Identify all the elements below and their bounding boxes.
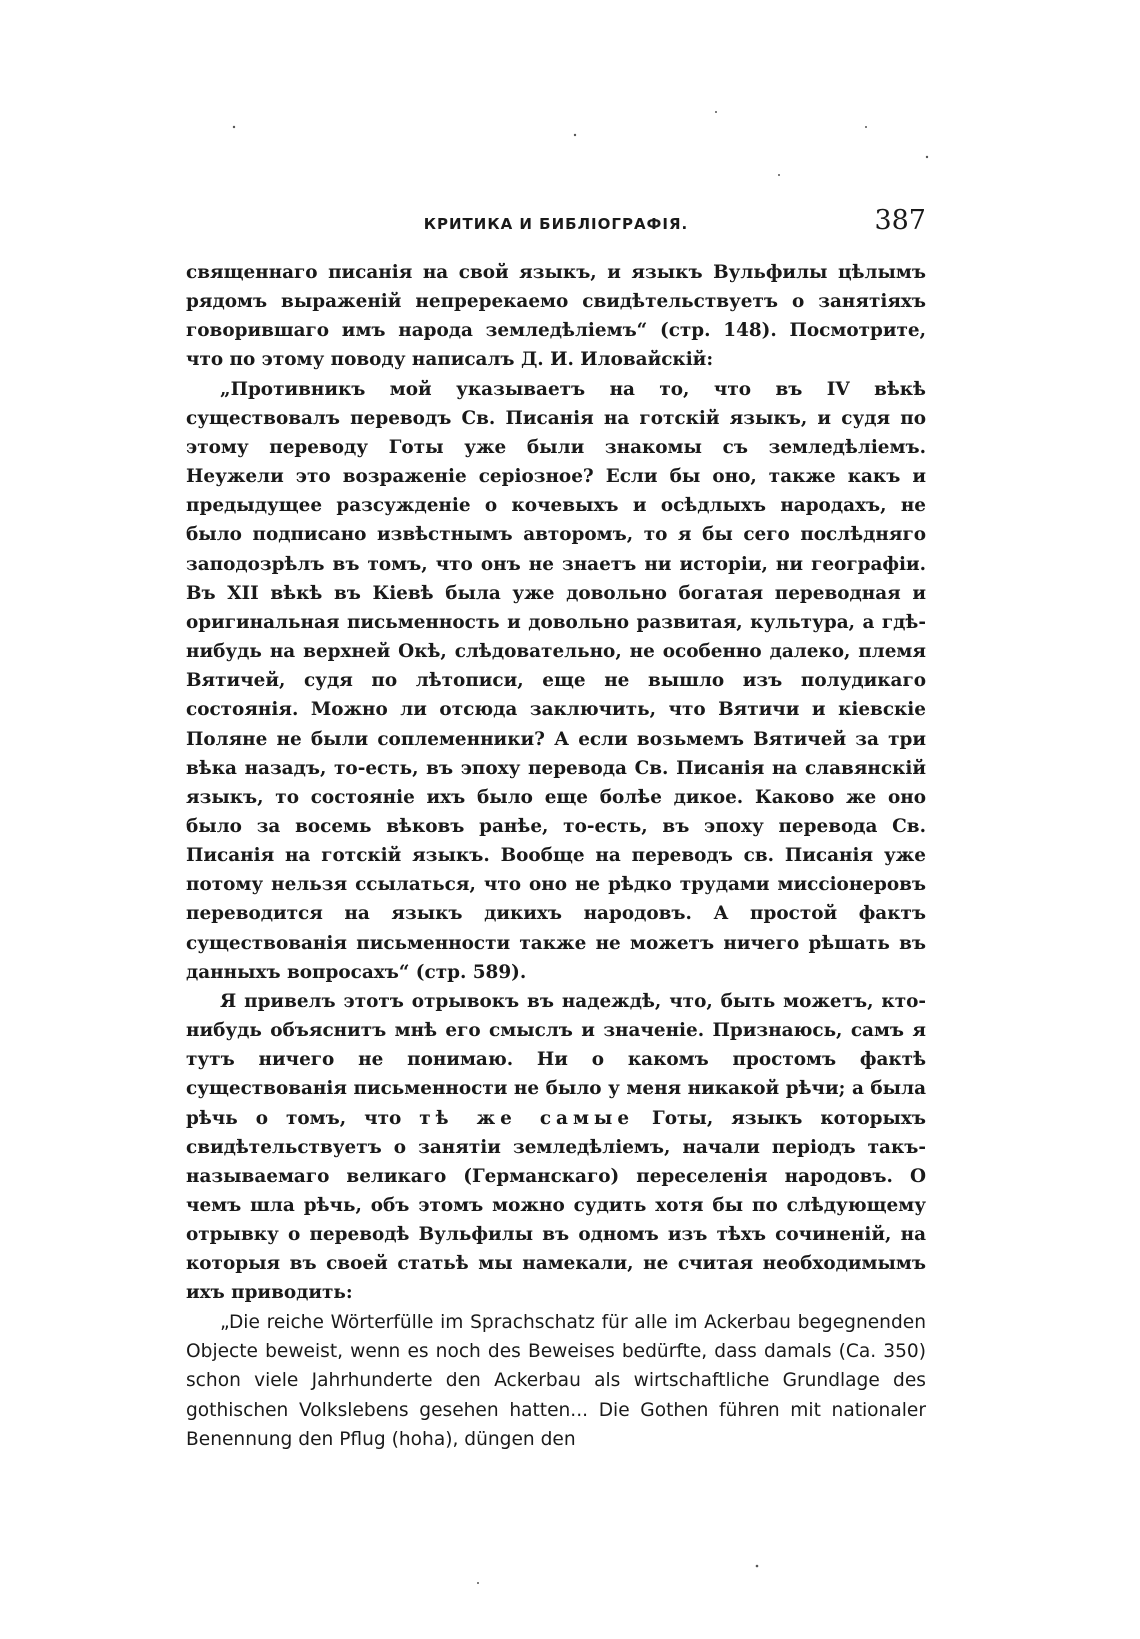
paragraph-3-text-a: Я привелъ этотъ отрывокъ въ надеждѣ, что, быть можетъ, кто-нибудь объяснитъ мнѣ его смыслъ и значеніе. Признаюсь, самъ я тутъ ничего не понимаю. Ни о какомъ простомъ фактѣ существованія письменности не было у меня никакой рѣчи; а была рѣчь о томъ, что [186, 990, 926, 1129]
body-text [186, 258, 926, 1455]
speck [778, 174, 780, 176]
speck [477, 1582, 479, 1584]
speck [233, 126, 235, 128]
paragraph-quote-ilovaisky: „Противникъ мой указываетъ на то, что въ IV вѣкѣ существовалъ переводъ Св. Писанія на готскій языкъ, и судя по этому переводу Готы уже были знакомы съ земледѣліемъ. Неужели это возраженіе серіозное? Если бы оно, также какъ и предыдущее разсужденіе о кочевыхъ и осѣдлыхъ народахъ, не было подписано извѣстнымъ авторомъ, то я бы сего послѣдняго заподозрѣлъ въ томъ, что онъ не знаетъ ни исторіи, ни географіи. Въ XII вѣкѣ въ Кіевѣ была уже довольно богатая переводная и оригинальная письменность и довольно развитая, культура, а гдѣ-нибудь на верхней Окѣ, слѣдовательно, не особенно далеко, племя Вятичей, судя по лѣтописи, еще не вышло изъ полудикаго состоянія. Можно ли отсюда заключить, что Вятичи и кіевскіе Поляне не были соплеменники? А если возьмемъ Вятичей за три вѣка назадъ, то-есть, въ эпоху перевода Св. Писанія на славянскій языкъ, то состояніе ихъ было еще болѣе дикое. Каково же оно было за восемь вѣковъ ранѣе, то-есть, въ эпоху перевода Св. Писанія на готскій языкъ. Вообще на переводъ св. Писанія уже потому нельзя ссылаться, что оно не рѣдко трудами миссіонеровъ переводится на языкъ дикихъ народовъ. А простой фактъ существованія письменности также не можетъ ничего рѣшать въ данныхъ вопросахъ“ (стр. 589). [186, 378, 926, 983]
running-title: КРИТИКА И БИБЛІОГРАФІЯ. [423, 215, 689, 233]
spaced-emphasis: тѣ же самые [419, 1107, 635, 1129]
page-header [186, 205, 926, 245]
paragraph-3 [186, 987, 926, 1308]
paragraph-3-text-b: Готы, языкъ которыхъ свидѣтельствуетъ о занятіи земледѣліемъ, начали періодъ такъ-называемаго великаго (Германскаго) переселенія народовъ. О чемъ шла рѣчь, объ этомъ можно судить хотя бы по слѣдующему отрывку о переводѣ Вульфилы въ одномъ изъ тѣхъ сочиненій, на которыя въ своей статьѣ мы намекали, не считая необходимымъ ихъ приводить: [186, 1107, 926, 1304]
speck [715, 111, 717, 113]
paragraph-1: священнаго писанія на свой языкъ, и языкъ Вульфилы цѣлымъ рядомъ выраженій непререкаемо свидѣтельствуетъ о занятіяхъ говорившаго имъ народа земледѣліемъ“ (стр. 148). Посмотрите, что по этому поводу написалъ Д. И. Иловайскій: [186, 262, 926, 371]
page-number: 387 [874, 205, 926, 236]
paragraph-german-quote: „Die reiche Wörterfülle im Sprachschatz für alle im Ackerbau begegnenden Objecte beweist, wenn es noch des Beweises bedürfte, dass damals (Ca. 350) schon viele Jahrhunderte den Ackerbau als wirtschaftliche Grundlage des gothischen Volkslebens gesehen hatten... Die Gothen führen mit nationaler Benennung den Pflug (hoha), düngen den [186, 1311, 926, 1451]
speck [926, 156, 928, 158]
speck [574, 134, 576, 136]
speck [865, 126, 867, 128]
speck [756, 1565, 759, 1568]
